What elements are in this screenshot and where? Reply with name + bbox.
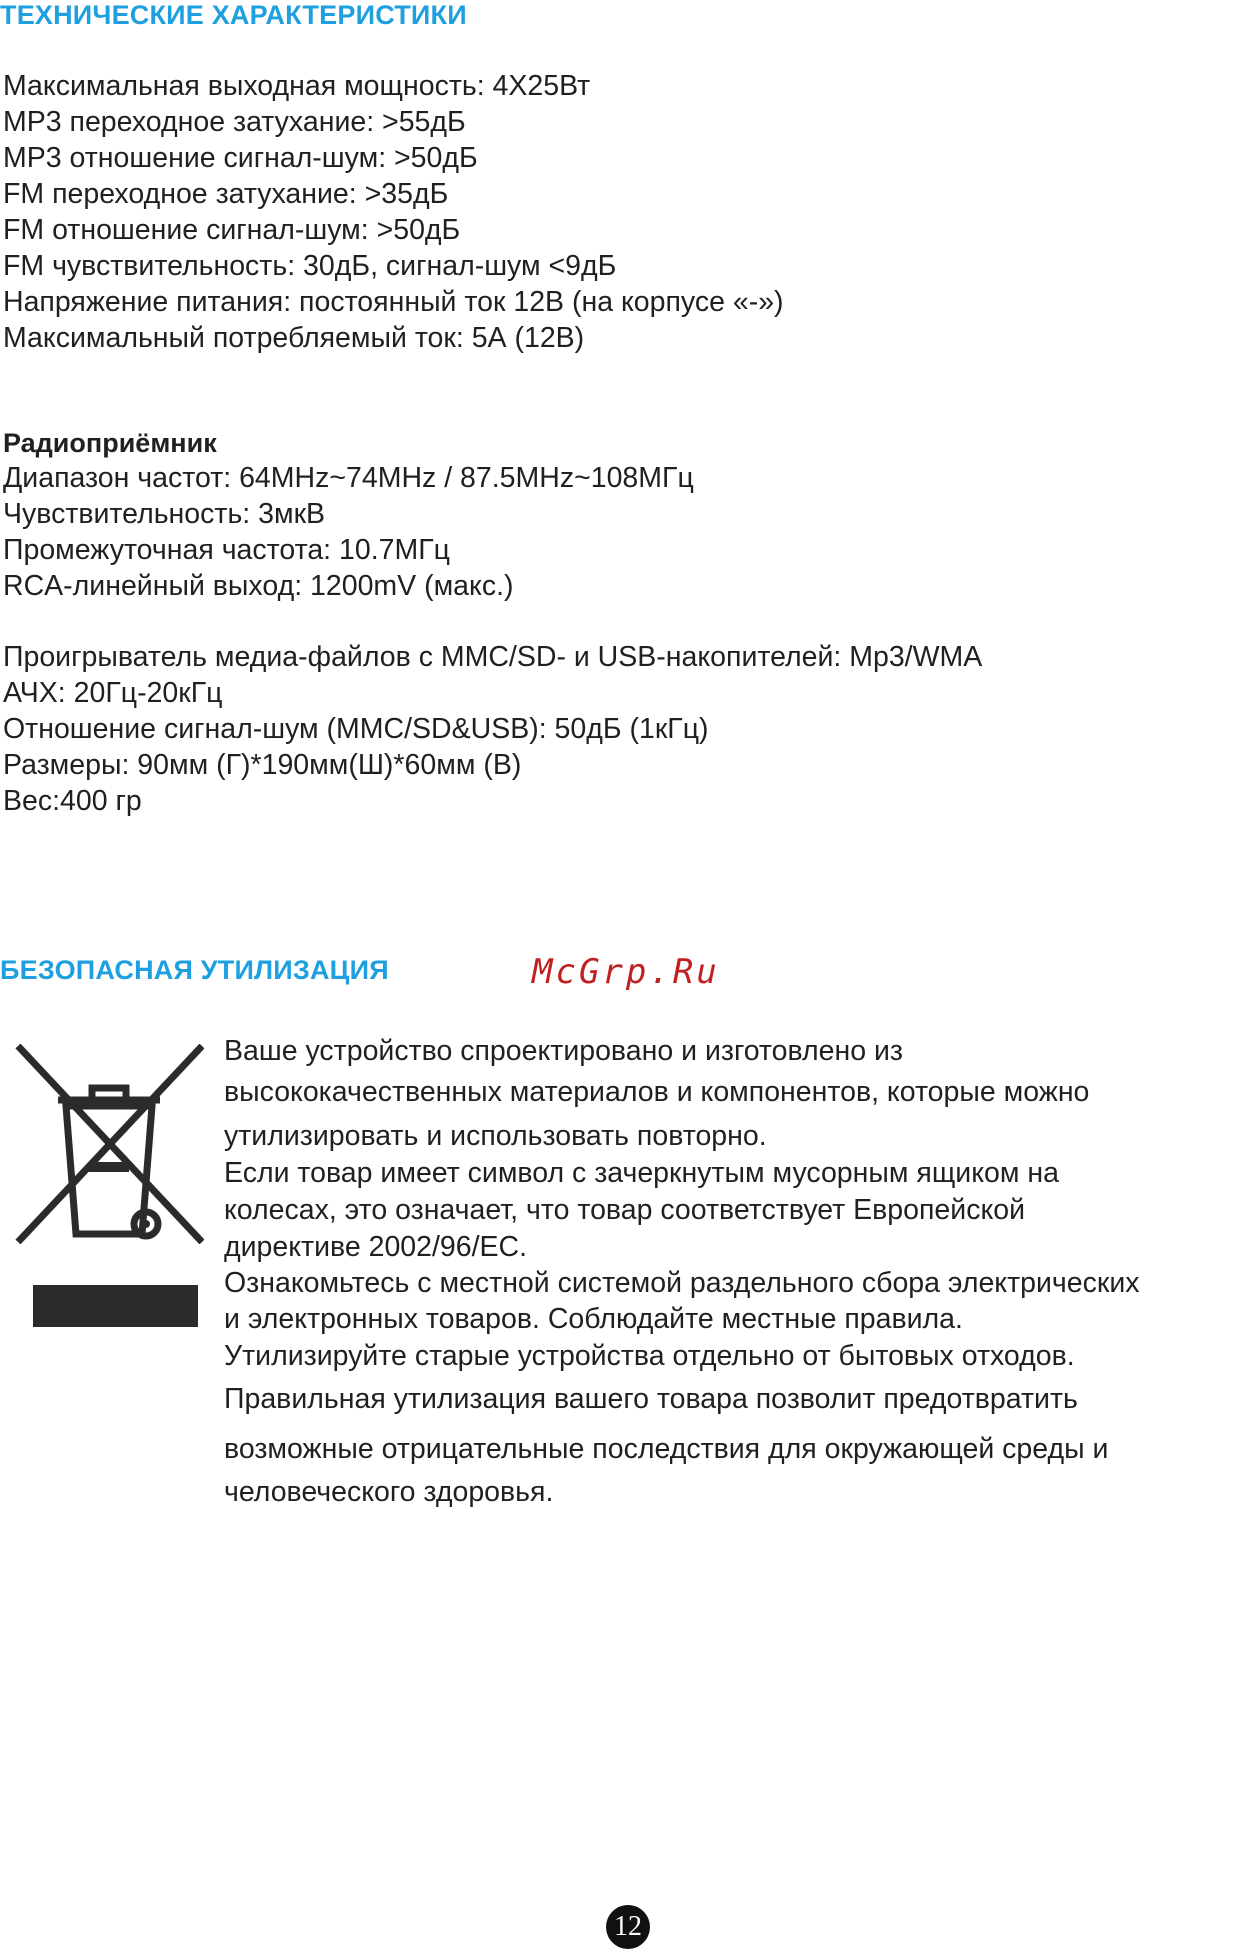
spec-line: MP3 отношение сигнал-шум: >50дБ: [3, 142, 478, 174]
disposal-line: утилизировать и использовать повторно.: [224, 1120, 767, 1152]
radio-spec-line: Чувствительность: 3мкВ: [3, 498, 326, 530]
watermark: McGrp.Ru: [532, 952, 720, 992]
disposal-line: Правильная утилизация вашего товара позволит предотвратить: [224, 1383, 1078, 1415]
player-spec-line: АЧХ: 20Гц-20кГц: [3, 677, 223, 709]
spec-line: FM отношение сигнал-шум: >50дБ: [3, 214, 461, 246]
page-number: 12: [606, 1905, 650, 1949]
player-spec-line: Проигрыватель медиа-файлов с MMC/SD- и USB-накопителей: Mp3/WMA: [3, 641, 983, 673]
weee-bar: [33, 1285, 198, 1327]
spec-line: MP3 переходное затухание: >55дБ: [3, 106, 466, 138]
player-spec-line: Отношение сигнал-шум (MMC/SD&USB): 50дБ (1кГц): [3, 713, 709, 745]
disposal-line: человеческого здоровья.: [224, 1476, 554, 1508]
spec-line: FM чувствительность: 30дБ, сигнал-шум <9дБ: [3, 250, 617, 282]
player-spec-line: Вес:400 гр: [3, 785, 142, 817]
spec-line: FM переходное затухание: >35дБ: [3, 178, 449, 210]
spec-line: Максимальный потребляемый ток: 5А (12В): [3, 322, 585, 354]
disposal-line: и электронных товаров. Соблюдайте местные правила.: [224, 1303, 963, 1335]
player-spec-line: Размеры: 90мм (Г)*190мм(Ш)*60мм (В): [3, 749, 522, 781]
disposal-line: Утилизируйте старые устройства отдельно от бытовых отходов.: [224, 1340, 1075, 1372]
radio-spec-line: RCA-линейный выход: 1200mV (макс.): [3, 570, 514, 602]
disposal-line: высококачественных материалов и компонентов, которые можно: [224, 1076, 1090, 1108]
disposal-line: Если товар имеет символ с зачеркнутым мусорным ящиком на: [224, 1157, 1059, 1189]
disposal-line: Ознакомьтесь с местной системой раздельного сбора электрических: [224, 1267, 1140, 1299]
disposal-line: колесах, это означает, что товар соответствует Европейской: [224, 1194, 1026, 1226]
spec-line: Напряжение питания: постоянный ток 12В (на корпусе «-»): [3, 286, 784, 318]
radio-spec-line: Диапазон частот: 64MHz~74MHz / 87.5MHz~108МГц: [3, 462, 694, 494]
disposal-line: Ваше устройство спроектировано и изготовлено из: [224, 1035, 903, 1067]
disposal-line: возможные отрицательные последствия для окружающей среды и: [224, 1433, 1109, 1465]
disposal-line: директиве 2002/96/ЕС.: [224, 1231, 528, 1263]
crossed-out-bin-icon: [14, 1044, 204, 1244]
spec-line: Максимальная выходная мощность: 4Х25Вт: [3, 70, 591, 102]
radio-subheading: Радиоприёмник: [3, 428, 217, 458]
radio-spec-line: Промежуточная частота: 10.7МГц: [3, 534, 450, 566]
specs-heading: ТЕХНИЧЕСКИЕ ХАРАКТЕРИСТИКИ: [0, 0, 467, 30]
disposal-heading: БЕЗОПАСНАЯ УТИЛИЗАЦИЯ: [0, 955, 389, 985]
